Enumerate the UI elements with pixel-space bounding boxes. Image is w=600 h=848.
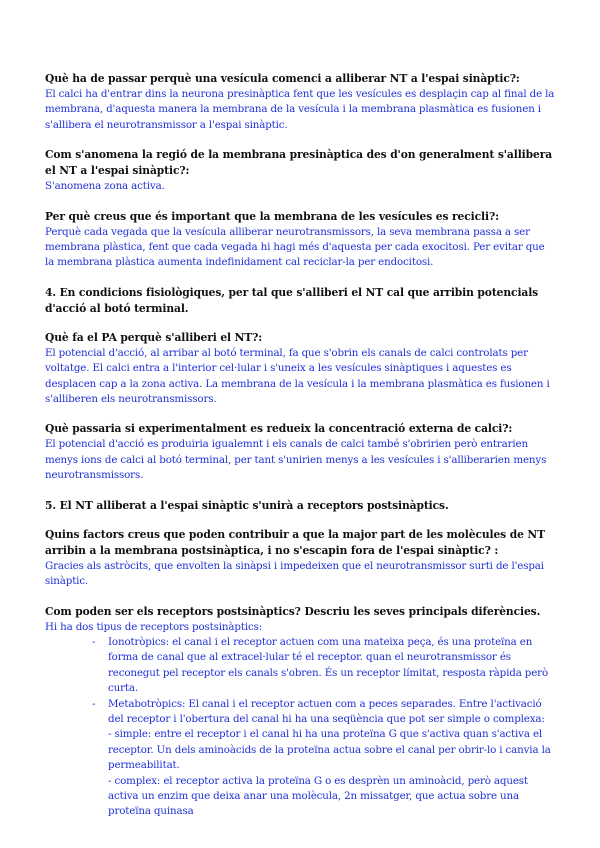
list-item-ionotropic [45, 635, 555, 697]
receptor-types-list [45, 635, 555, 820]
question-6: Quins factors creus que poden contribuir a que la major part de les molècules de NT arribin a la membrana postsinàptica, i no s'escapin fora de l'espai sinàptic? : [45, 527, 545, 557]
section-heading-4: 4. En condicions fisiològiques, per tal que s'alliberi el NT cal que arribin potencials d'acció al botó terminal. [45, 285, 539, 315]
bullet-dash: - [92, 697, 96, 710]
subitem-simple: - simple: entre el receptor i el canal hi ha una proteïna G que s'activa quan s'activa el receptor. Un dels aminoàcids de la proteïna actua sobre el canal per obrir-lo i canvia la permeabilitat. [108, 728, 551, 772]
answer-4: El potencial d'acció, al arribar al botó terminal, fa que s'obrin els canals de calci controlats per voltatge. El calci entra a l'interior cel·lular i s'uneix a les vesícules sinàptiques i aquestes es desplacen cap a la zona activa. La membrana de la vesícula i la membrana plasmàtica es fusionen i s'alliberen els neurotransmissors. [45, 346, 550, 406]
list-item-text: Ionotròpics: el canal i el receptor actuen com una mateixa peça, és una proteïna en forma de canal que al extracel·lular té el receptor. quan el neurotransmissor és reconegut pel receptor els canals s'obren. És un receptor límitat, resposta ràpida però curta. [108, 635, 549, 695]
subitem-complex: - complex: el receptor activa la proteïna G o es desprèn un aminoàcid, però aquest activa un enzim que deixa anar una molècula, 2n missatger, que actua sobre una proteïna quinasa [108, 774, 528, 818]
answer-1: El calci ha d'entrar dins la neurona presinàptica fent que les vesícules es desplaçin cap al final de la membrana, d'aquesta manera la membrana de la vesícula i la membrana plasmàtica es fusionen i s'allibera el neurotransmissor a l'espai sinàptic. [45, 88, 555, 131]
answer-2: S'anomena zona activa. [45, 180, 165, 193]
question-3: Per què creus que és important que la membrana de les vesícules es recicli?: [45, 209, 499, 223]
question-5: Què passaria si experimentalment es redueix la concentració externa de calci?: [45, 422, 513, 436]
list-item-text: Metabotròpics: El canal i el receptor actuen com a peces separades. Entre l'activació del receptor i l'obertura del canal hi ha una seqüència que pot ser simple o complexa: [108, 697, 545, 725]
answer-3: Perquè cada vegada que la vesícula alliberar neurotransmissors, la seva membrana passa a ser membrana plàstica, fent que cada vegada hi hagi més d'aquesta per cada exocitosi. Per evitar que la membrana plàstica aumenta indefinidament cal reciclar-la per endocitosi. [45, 225, 545, 269]
answer-5: El potencial d'acció es produiria igualemnt i els canals de calci també s'obririen però entrarien menys ions de calci al botó terminal, per tant s'unirien menys a les vesícules i s'alliberarien menys neurotransmissors. [45, 438, 547, 482]
bullet-dash: - [92, 635, 96, 648]
document-body [45, 71, 555, 820]
question-4: Què fa el PA perquè s'alliberi el NT?: [45, 330, 263, 344]
answer-7-intro: Hi ha dos tipus de receptors postsinàptics: [45, 620, 263, 633]
question-7: Com poden ser els receptors postsinàptics? Descriu les seves principals diferències. [45, 604, 541, 618]
question-2: Com s'anomena la regió de la membrana presinàptica des d'on generalment s'allibera el NT a l'espai sinàptic?: [45, 148, 553, 178]
question-1: Què ha de passar perquè una vesícula comenci a alliberar NT a l'espai sinàptic?: [45, 72, 520, 85]
section-heading-5: 5. El NT alliberat a l'espai sinàptic s'unirà a receptors postsinàptics. [45, 498, 449, 512]
list-item-metabotropic [45, 697, 555, 820]
answer-6: Gracies als astròcits, que envolten la sinàpsi i impedeixen que el neurotransmissor surti de l'espai sinàptic. [45, 559, 544, 588]
